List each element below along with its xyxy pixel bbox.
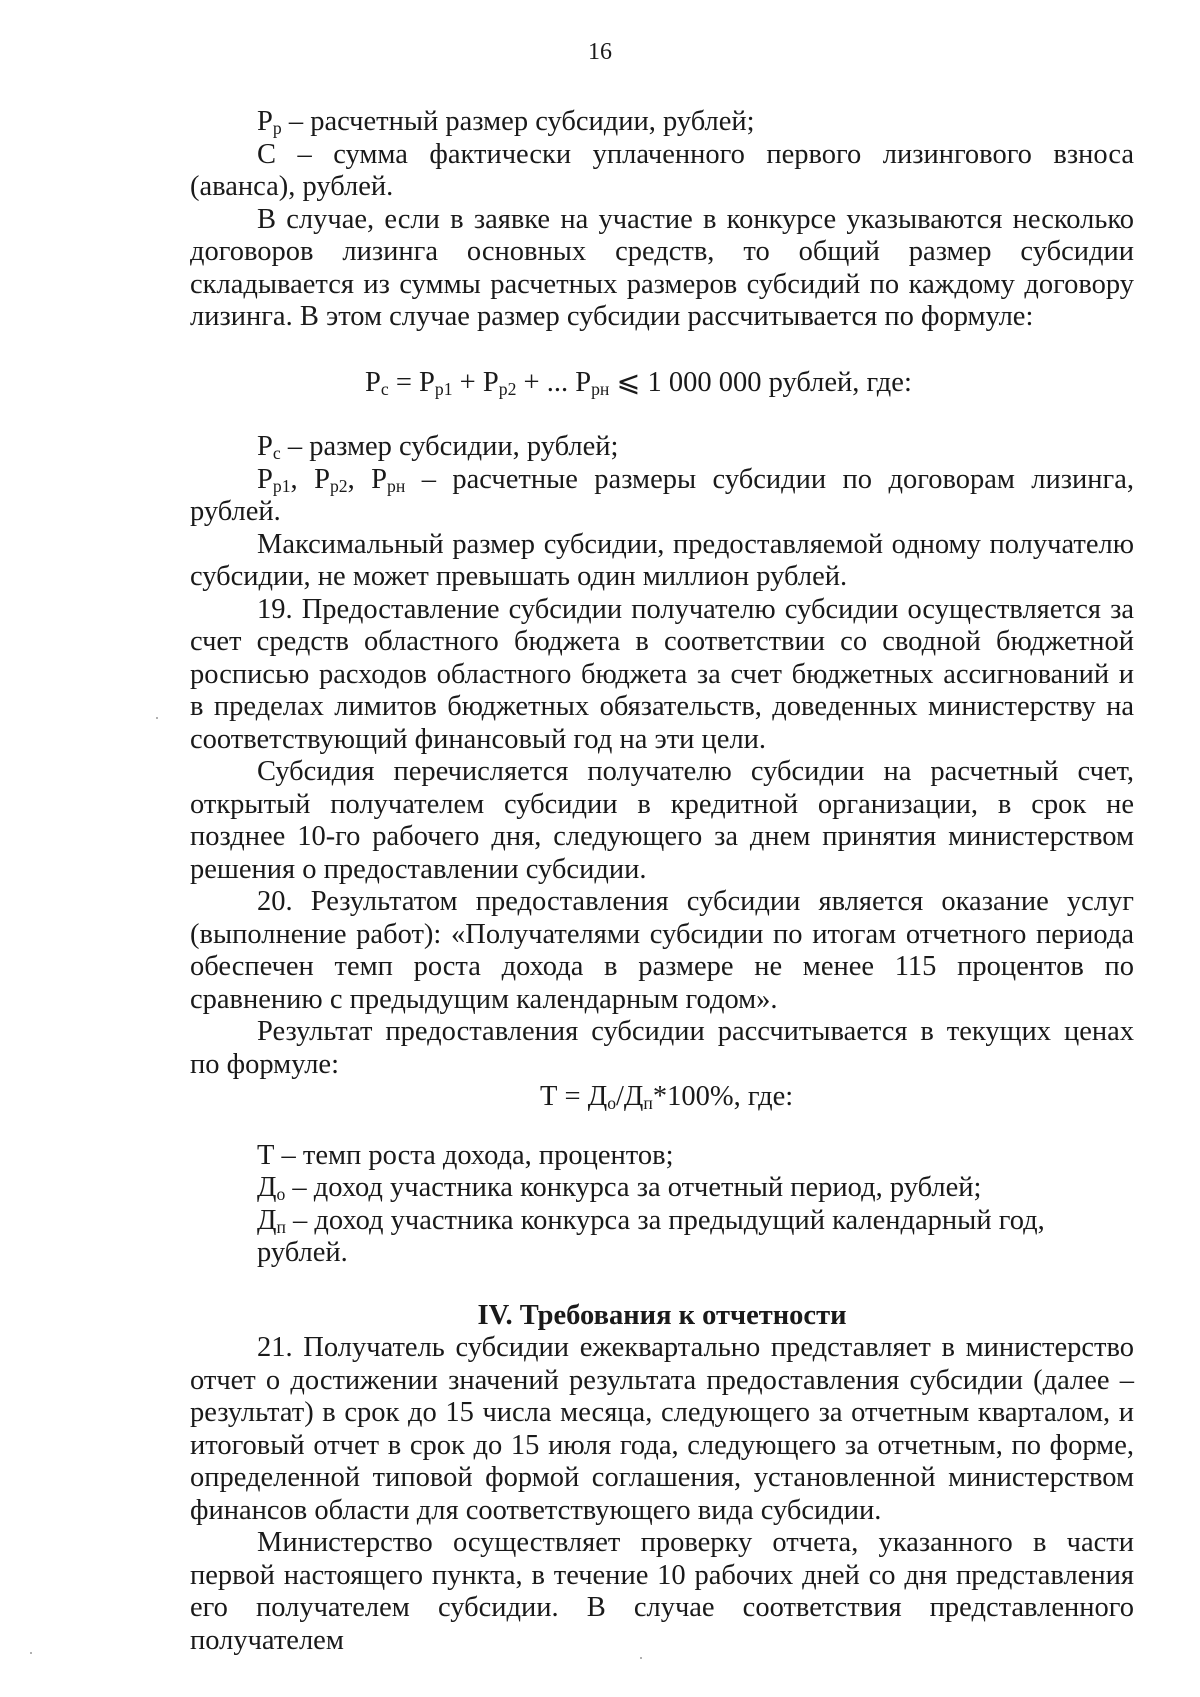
paragraph-result-formula-intro: Результат предоставления субсидии рассчитывается в текущих ценах по формуле: xyxy=(190,1016,1134,1080)
paragraph-transfer: Субсидия перечисляется получателю субсидии на расчетный счет, открытый получателем субсидии в кредитной организации, в срок не позднее 10-го рабочего дня, следующего за днем принятия министерством решения о предоставлении субсидии. xyxy=(190,756,1134,885)
scan-speck xyxy=(640,1657,642,1659)
definition-t: Т – темп роста дохода, процентов; xyxy=(257,1139,674,1171)
paragraph-20: 20. Результатом предоставления субсидии является оказание услуг (выполнение работ): «Получателями субсидии по итогам отчетного периода обеспечен темп роста дохода в размере не менее 115 процентов по сравнению с предыдущим календарным годом». xyxy=(190,886,1134,1015)
paragraph-max-subsidy: Максимальный размер субсидии, предоставляемой одному получателю субсидии, не может превышать один миллион рублей. xyxy=(190,528,1134,592)
paragraph-19: 19. Предоставление субсидии получателю субсидии осуществляется за счет средств областного бюджета в соответствии со сводной бюджетной росписью расходов областного бюджета за счет бюджетных ассигнований и в пределах лимитов бюджетных обязательств, доведенных министерству на соответствующий финансовый год на эти цели. xyxy=(190,593,1134,755)
document-body xyxy=(190,106,1134,1657)
paragraph-multiple-contracts: В случае, если в заявке на участие в конкурсе указываются несколько договоров лизинга основных средств, то общий размер субсидии складывается из суммы расчетных размеров субсидий по каждому договору лизинга. В этом случае размер субсидии рассчитывается по формуле: xyxy=(190,203,1134,332)
paragraph-verification: Министерство осуществляет проверку отчета, указанного в части первой настоящего пункта, в течение 10 рабочих дней со дня представления его получателем субсидии. В случае соответствия представленного получателем xyxy=(190,1527,1134,1656)
page-number: 16 xyxy=(588,39,612,65)
definition-do: $Д_о$ – доход участника конкурса за отчетный период, рублей; xyxy=(257,1172,982,1204)
scan-speck xyxy=(156,717,158,719)
definition-c: С – сумма фактически уплаченного первого лизингового взноса (аванса), рублей. xyxy=(190,138,1134,202)
scan-speck xyxy=(30,1652,32,1654)
definition-dp: $Д_п$ – доход участника конкурса за предыдущий календарный год, рублей. xyxy=(257,1204,1045,1268)
section-heading: IV. Требования к отчетности xyxy=(477,1299,847,1331)
definition-pr-list: $Р_{р1}$, $Р_{р2}$, $Р_{рн}$ – расчетные размеры субсидии по договорам лизинга, рублей. xyxy=(190,463,1135,527)
paragraph-21: 21. Получатель субсидии ежеквартально представляет в министерство отчет о достижении значений результата предоставления субсидии (далее – результат) в срок до 15 числа месяца, следующего за отчетным кварталом, и итоговый отчет в срок до 15 июля года, следующего за отчетным, по форме, определенной типовой формой соглашения, установленной министерством финансов области для соответствующего вида субсидии. xyxy=(190,1332,1134,1526)
definition-pr: $Р_р$ – расчетный размер субсидии, рублей; xyxy=(257,106,755,138)
definition-pc: $Р_с$ – размер субсидии, рублей; xyxy=(257,431,619,463)
formula-total-subsidy: $Р_с = Р_{р1} + Р_{р2}$ + ... $Р_{рн}$ ⩽ 1 000 000 рублей, где: xyxy=(365,366,912,399)
formula-growth-rate: $Т = Д_о/Д_п*100\%$, где: xyxy=(540,1081,794,1113)
